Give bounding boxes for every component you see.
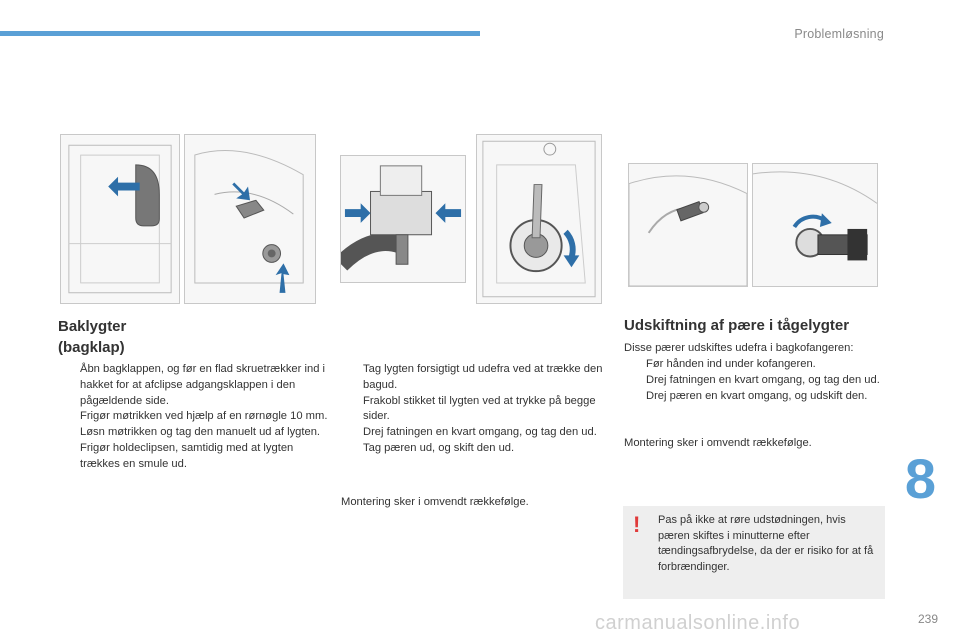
connector-drawing — [341, 156, 465, 282]
list-item: Frigør holdeclipsen, samtidig med at lygten trækkes en smule ud. — [80, 441, 294, 470]
list-item: Før hånden ind under kofangeren. — [646, 358, 816, 370]
section-title-rear-lights — [58, 316, 126, 358]
list-item: Drej fatningen en kvart omgang, og tag den ud. — [646, 373, 880, 386]
nut-removal-drawing — [185, 135, 315, 303]
list-item: Frakobl stikket til lygten ved at trykke på begge sider. — [363, 394, 596, 423]
list-item: Åbn bagklappen, og før en flad skruetrækker ind i hakket for at afclipse adgangsklappen i den pågældende side. — [80, 363, 326, 407]
illustration-fog-lamp-bulb — [752, 163, 878, 287]
illustration-connector-unplug — [340, 155, 466, 283]
fog-reassembly-note: Montering sker i omvendt rækkefølge. — [624, 437, 812, 449]
illustration-tailgate-flap — [60, 134, 180, 304]
illustration-bulb-holder — [476, 134, 602, 304]
list-item: Tag lygten forsigtigt ud udefra ved at trække den bagud. — [363, 363, 603, 391]
chapter-number: 8 — [904, 447, 936, 510]
bulb-replacement-steps — [341, 362, 609, 457]
page-number: 239 — [917, 612, 938, 626]
fog-lamp-steps — [624, 357, 886, 404]
rear-light-steps — [58, 362, 330, 473]
fog-lamp-bulb-drawing — [753, 164, 877, 286]
section-header: Problemløsning — [794, 27, 884, 41]
section-title-line2: (bagklap) — [58, 339, 125, 356]
fog-lamp-intro: Disse pærer udskiftes udefra i bagkofangeren: — [624, 342, 854, 354]
warning-icon: ! — [633, 512, 641, 537]
illustration-fog-lamp-access — [628, 163, 748, 287]
section-title-line1: Baklygter — [58, 318, 127, 335]
list-item: Tag pæren ud, og skift den ud. — [363, 441, 515, 454]
list-item: Drej pæren en kvart omgang, og udskift den. — [646, 389, 868, 402]
list-item: Løsn møtrikken og tag den manuelt ud af lygten. — [80, 426, 321, 439]
section-color-bar — [0, 31, 480, 36]
fog-lamp-access-drawing — [629, 164, 747, 286]
list-item: Drej fatningen en kvart omgang, og tag den ud. — [363, 426, 597, 439]
illustration-nut-removal — [184, 134, 316, 304]
section-title-fog-lamps: Udskiftning af pære i tågelygter — [624, 317, 850, 334]
list-item: Frigør møtrikken ved hjælp af en rørnøgle 10 mm. — [80, 410, 328, 423]
tailgate-flap-drawing — [61, 135, 179, 303]
warning-text: Pas på ikke at røre udstødningen, hvis pæren skiftes i minutterne efter tændingsafbrydelse, da der er risiko for at få forbrændinger. — [658, 514, 874, 573]
bulb-holder-drawing — [477, 135, 601, 303]
reassembly-note: Montering sker i omvendt rækkefølge. — [341, 496, 529, 508]
watermark: carmanualsonline.info — [595, 612, 801, 634]
warning-box — [623, 506, 885, 599]
